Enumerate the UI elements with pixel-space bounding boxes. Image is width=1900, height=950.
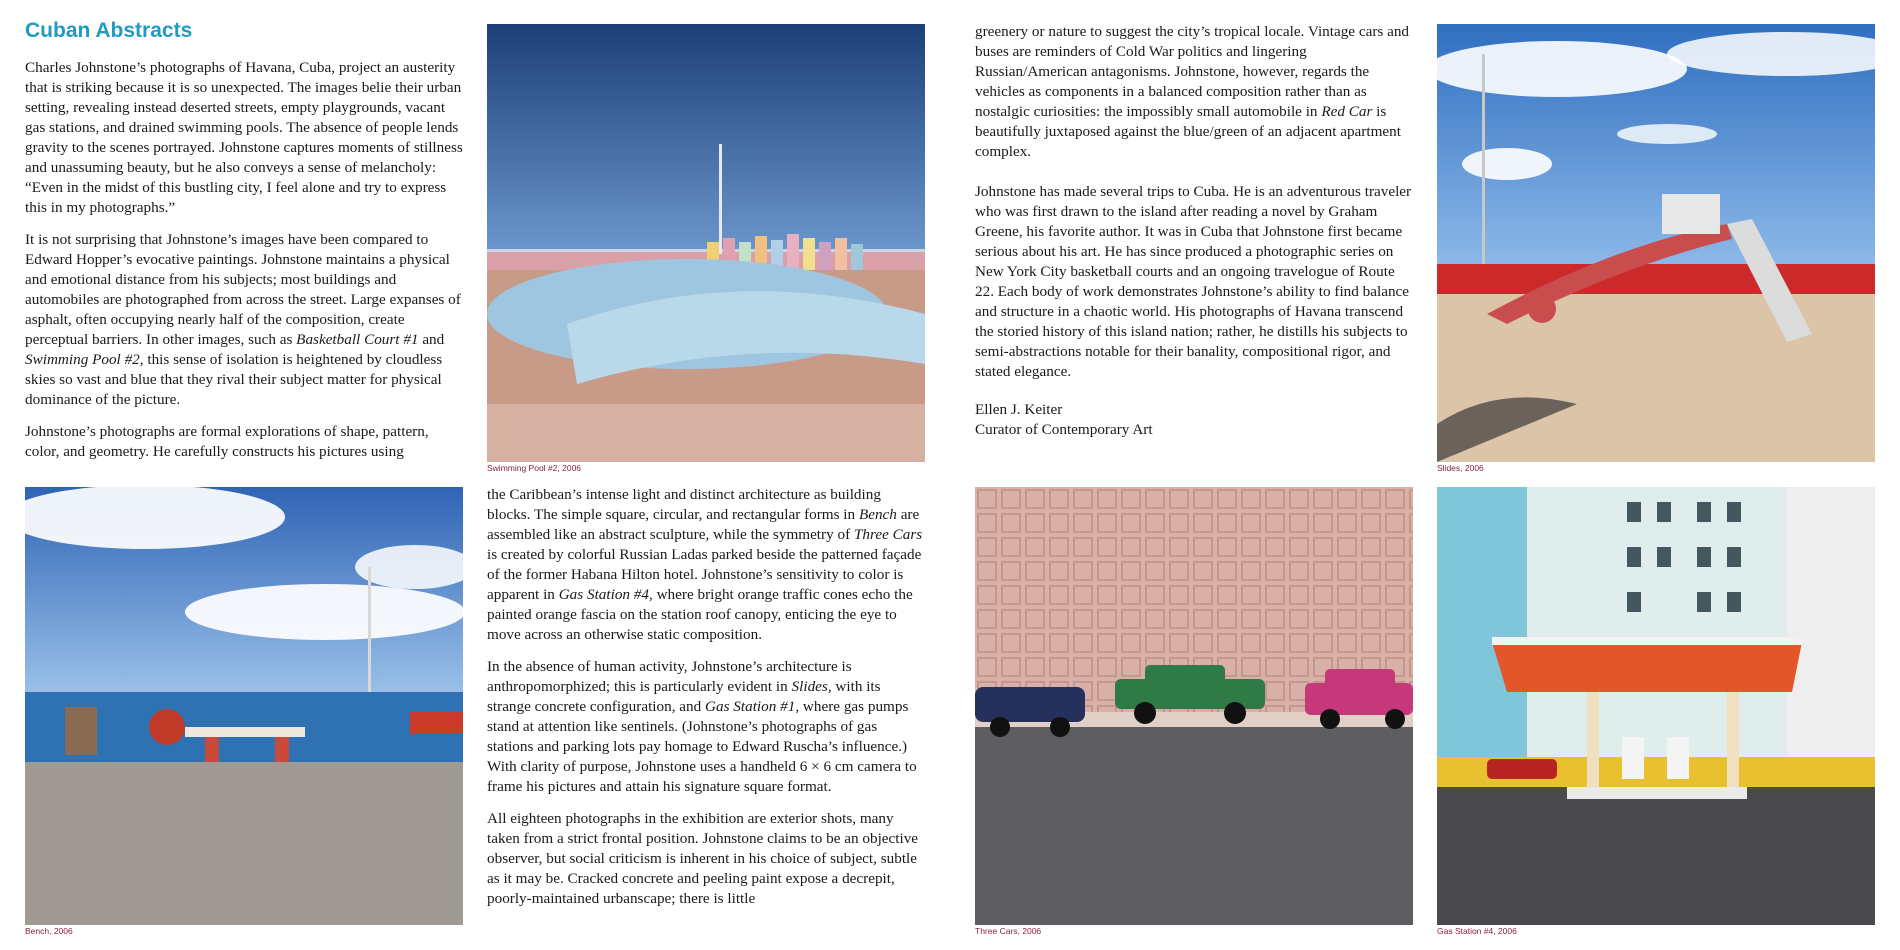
paragraph: In the absence of human activity, Johnstone’s architecture is anthropomorphized; this is particularly evident in Slides, with its strange concrete configuration, and Gas Station #1, where gas pumps stand at attention like sentinels. (Johnstone’s photographs of gas stations and parking lots pay homage to Edward Ruscha’s influence.) With clarity of purpose, Johnstone uses a handheld 6 × 6 cm camera to frame his pictures and attain his signature square format. <box>487 658 917 795</box>
artwork-title: Gas Station #4 <box>558 586 649 603</box>
caption-slides: Slides, 2006 <box>1437 463 1484 473</box>
author-title: Curator of Contemporary Art <box>975 421 1153 438</box>
article-title: Cuban Abstracts <box>25 19 193 42</box>
paragraph: Johnstone’s photographs are formal explorations of shape, pattern, color, and geometry. He carefully constructs his pictures using <box>25 423 429 460</box>
photo-bench <box>25 487 463 925</box>
caption-three-cars: Three Cars, 2006 <box>975 926 1042 936</box>
photo-slides <box>1437 24 1875 462</box>
author-name: Ellen J. Keiter <box>975 401 1063 418</box>
artwork-title: Bench <box>858 506 897 523</box>
artwork-title: Slides <box>791 678 828 695</box>
paragraph: the Caribbean’s intense light and distinct architecture as building blocks. The simple square, circular, and rectangular forms in Bench are assembled like an abstract sculpture, while the symmetry of Three Cars is created by colorful Russian Ladas parked beside the patterned façade of the former Habana Hilton hotel. Johnstone’s sensitivity to color is apparent in Gas Station #4, where bright orange traffic cones echo the painted orange fascia on the station roof canopy, enticing the eye to move across an otherwise static composition. <box>487 486 923 643</box>
paragraph: Johnstone has made several trips to Cuba. He is an adventurous traveler who was first drawn to the island after reading a novel by Graham Greene, his favorite author. It was in Cuba that Johnstone first became serious about his art. He has since produced a photographic series on New York City basketball courts and an ongoing travelogue of Route 22. Each body of work demonstrates Johnstone’s ability to find balance and structure in a chaotic world. His photographs of Havana transcend the storied history of this island nation; rather, he distills his subjects to semi-abstractions notable for their banality, compositional rigor, and stated elegance. <box>975 183 1412 380</box>
paragraph: All eighteen photographs in the exhibition are exterior shots, many taken from a strict frontal position. Johnstone claims to be an objective observer, but social criticism is inherent in his choice of subject, subtle as it may be. Cracked concrete and peeling paint expose a decrepit, poorly-maintained urbanscape; there is little <box>487 810 919 907</box>
artwork-title: Gas Station #1 <box>705 698 796 715</box>
signature-block <box>975 400 1413 440</box>
artwork-title: Basketball Court #1 <box>296 331 419 348</box>
photo-swimming-pool <box>487 24 925 462</box>
photo-three-cars <box>975 487 1413 925</box>
paragraph: greenery or nature to suggest the city’s tropical locale. Vintage cars and buses are reminders of Cold War politics and lingering Russian/American antagonisms. Johnstone, however, regards the vehicles as components in a balanced composition rather than as nostalgic curiosities: the impossibly small automobile in Red Car is beautifully juxtaposed against the blue/green of an adjacent apartment complex. <box>975 23 1410 160</box>
artwork-title: Swimming Pool #2 <box>25 351 140 368</box>
caption-swimming-pool: Swimming Pool #2, 2006 <box>487 463 582 473</box>
artwork-title: Three Cars <box>853 526 923 543</box>
caption-gas-station: Gas Station #4, 2006 <box>1437 926 1517 936</box>
column-1-text <box>25 58 463 474</box>
paragraph: Charles Johnstone’s photographs of Havana, Cuba, project an austerity that is striking because it is so unexpected. The images belie their urban setting, revealing instead deserted streets, empty playgrounds, vacant gas stations, and drained swimming pools. The absence of people lends gravity to the scenes portrayed. Johnstone captures moments of stillness and unassuming beauty, but he also conveys a sense of melancholy: “Even in the midst of this bustling city, I feel alone and try to express this in my photographs.” <box>25 59 463 216</box>
paragraph: It is not surprising that Johnstone’s images have been compared to Edward Hopper’s evocative paintings. Johnstone maintains a physical and emotional distance from his subjects; most buildings and automobiles are photographed from across the street. Large expanses of asphalt, often occupying nearly half of the composition, create perceptual barriers. In other images, such as Basketball Court #1 and Swimming Pool #2, this sense of isolation is heightened by cloudless skies so vast and blue that they rival their subject matter for physical dominance of the picture. <box>25 231 461 408</box>
artwork-title: Red Car <box>1321 103 1373 120</box>
photo-gas-station <box>1437 487 1875 925</box>
caption-bench: Bench, 2006 <box>25 926 73 936</box>
column-2-text <box>487 485 925 921</box>
column-3-text <box>975 22 1413 440</box>
